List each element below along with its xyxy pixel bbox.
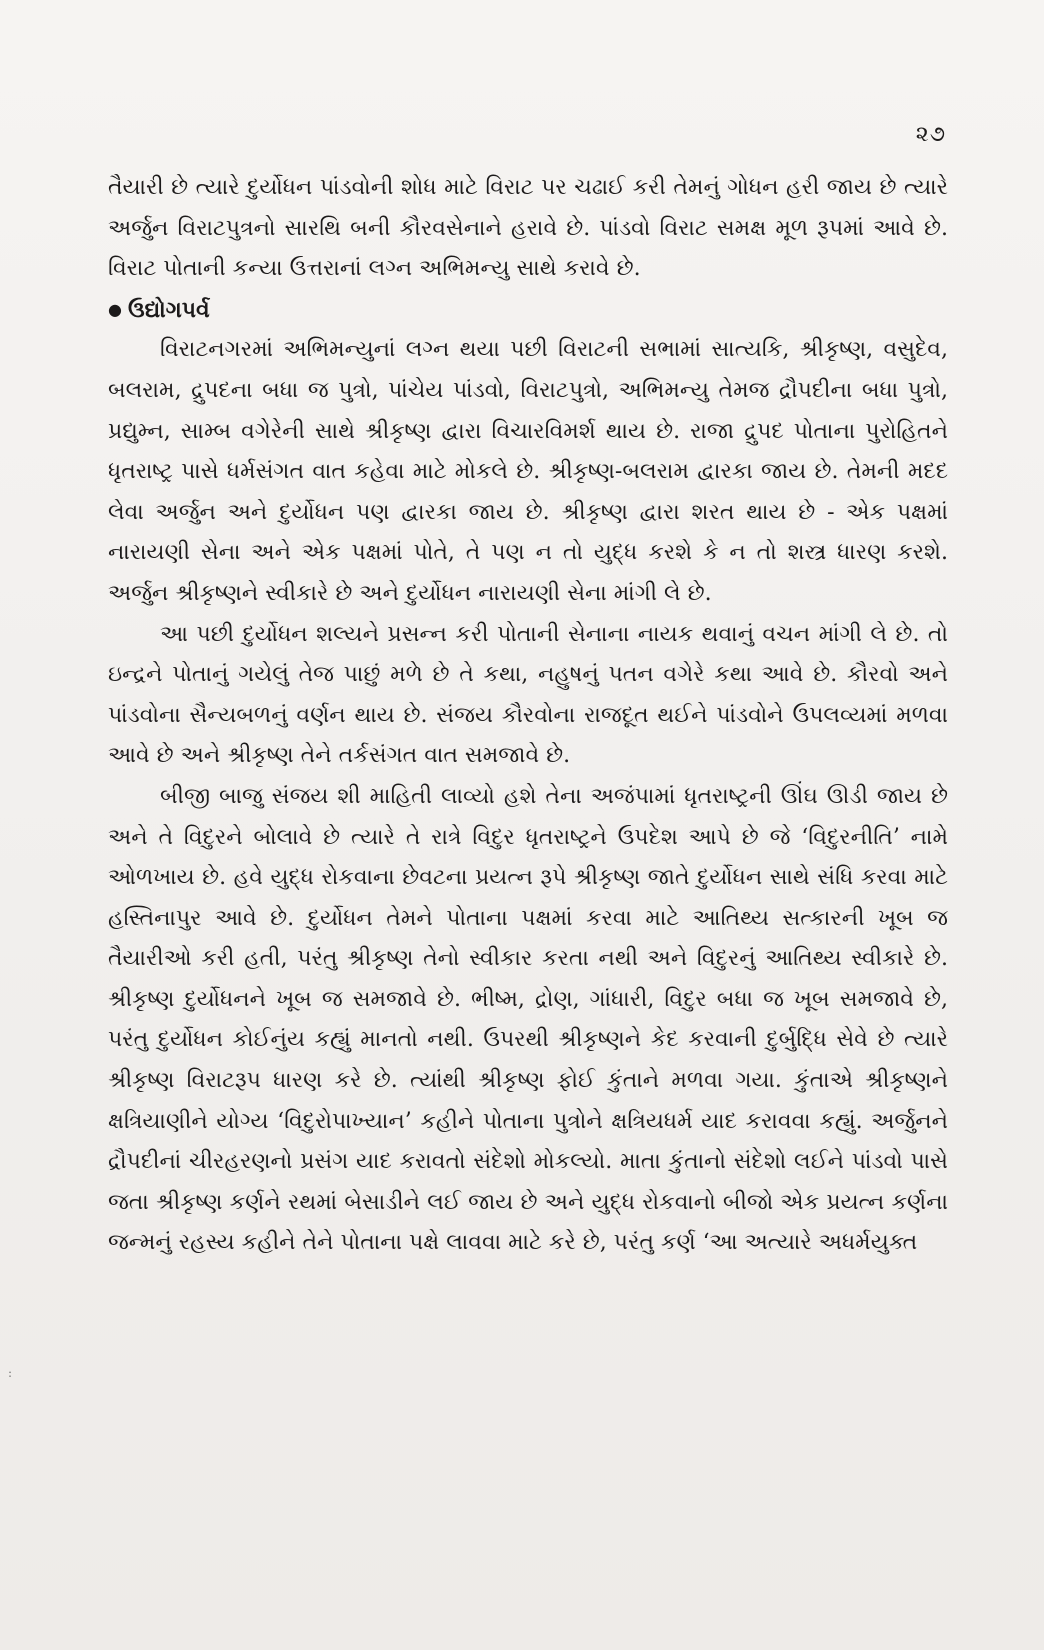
section-heading	[108, 290, 948, 331]
margin-mark: :	[8, 1366, 13, 1380]
bullet-icon: ●	[108, 300, 122, 320]
page-number: ૨૭	[915, 122, 946, 147]
paragraph-virat-conclusion: તૈયારી છે ત્યારે દુર્યોધન પાંડવોની શોધ માટે વિરાટ પર ચઢાઈ કરી તેમનું ગોધન હરી જાય છે ત્યારે અર્જુન વિરાટપુત્રનો સારથિ બની કૌરવસેનાને હરાવે છે. પાંડવો વિરાટ સમક્ષ મૂળ રૂપમાં આવે છે. વિરાટ પોતાની કન્યા ઉત્તરાનાં લગ્ન અભિમન્યુ સાથે કરાવે છે.	[108, 175, 948, 282]
paragraph-shalya: આ પછી દુર્યોધન શલ્યને પ્રસન્ન કરી પોતાની સેનાના નાયક થવાનું વચન માંગી લે છે. તો ઇન્દ્રને પોતાનું ગયેલું તેજ પાછું મળે છે તે કથા, નહુષનું પતન વગેરે કથા આવે છે. કૌરવો અને પાંડવોના સૈન્યબળનું વર્ણન થાય છે. સંજય કૌરવોના રાજદૂત થઈને પાંડવોને ઉપલવ્યમાં મળવા આવે છે અને શ્રીકૃષ્ણ તેને તર્કસંગત વાત સમજાવે છે.	[108, 621, 948, 769]
paragraph-vidur: બીજી બાજુ સંજય શી માહિતી લાવ્યો હશે તેના અજંપામાં ધૃતરાષ્ટ્રની ઊંઘ ઊડી જાય છે અને તે વિદુરને બોલાવે છે ત્યારે તે રાત્રે વિદુર ધૃતરાષ્ટ્રને ઉપદેશ આપે છે જે ‘વિદુરનીતિ’ નામે ઓળખાય છે. હવે યુદ્ધ રોકવાના છેવટના પ્રયત્ન રૂપે શ્રીકૃષ્ણ જાતે દુર્યોધન સાથે સંધિ કરવા માટે હસ્તિનાપુર આવે છે. દુર્યોધન તેમને પોતાના પક્ષમાં કરવા માટે આતિથ્ય સત્કારની ખૂબ જ તૈયારીઓ કરી હતી, પરંતુ શ્રીકૃષ્ણ તેનો સ્વીકાર કરતા નથી અને વિદુરનું આતિથ્ય સ્વીકારે છે. શ્રીકૃષ્ણ દુર્યોધનને ખૂબ જ સમજાવે છે. ભીષ્મ, દ્રોણ, ગાંધારી, વિદુર બધા જ ખૂબ સમજાવે છે, પરંતુ દુર્યોધન કોઈનુંય કહ્યું માનતો નથી. ઉપરથી શ્રીકૃષ્ણને કેદ કરવાની દુર્બુદ્ધિ સેવે છે ત્યારે શ્રીકૃષ્ણ વિરાટરૂપ ધારણ કરે છે. ત્યાંથી શ્રીકૃષ્ણ ફોઈ કુંતાને મળવા ગયા. કુંતાએ શ્રીકૃષ્ણને ક્ષત્રિયાણીને યોગ્ય ‘વિદુરોપાખ્યાન’ કહીને પોતાના પુત્રોને ક્ષત્રિયધર્મ યાદ કરાવવા કહ્યું. અર્જુનને દ્રૌપદીનાં ચીરહરણનો પ્રસંગ યાદ કરાવતો સંદેશો મોકલ્યો. માતા કુંતાનો સંદેશો લઈને પાંડવો પાસે જતા શ્રીકૃષ્ણ કર્ણને રથમાં બેસાડીને લઈ જાય છે અને યુદ્ધ રોકવાનો બીજો એક પ્રયત્ન કર્ણના જન્મનું રહસ્ય કહીને તેને પોતાના પક્ષે લાવવા માટે કરે છે, પરંતુ કર્ણ ‘આ અત્યારે અધર્મયુક્ત	[108, 783, 948, 1256]
paragraph-udyoga-intro: વિરાટનગરમાં અભિમન્યુનાં લગ્ન થયા પછી વિરાટની સભામાં સાત્યકિ, શ્રીકૃષ્ણ, વસુદેવ, બલરામ, દ્રુપદના બધા જ પુત્રો, પાંચેય પાંડવો, વિરાટપુત્રો, અભિમન્યુ તેમજ દ્રૌપદીના બધા પુત્રો, પ્રદ્યુમ્ન, સામ્બ વગેરેની સાથે શ્રીકૃષ્ણ દ્વારા વિચારવિમર્શ થાય છે. રાજા દ્રુપદ પોતાના પુરોહિતને ધૃતરાષ્ટ્ર પાસે ધર્મસંગત વાત કહેવા માટે મોકલે છે. શ્રીકૃષ્ણ-બલરામ દ્વારકા જાય છે. તેમની મદદ લેવા અર્જુન અને દુર્યોધન પણ દ્વારકા જાય છે. શ્રીકૃષ્ણ દ્વારા શરત થાય છે - એક પક્ષમાં નારાયણી સેના અને એક પક્ષમાં પોતે, તે પણ ન તો યુદ્ધ કરશે કે ન તો શસ્ત્ર ધારણ કરશે. અર્જુન શ્રીકૃષ્ણને સ્વીકારે છે અને દુર્યોધન નારાયણી સેના માંગી લે છે.	[108, 337, 948, 606]
section-heading-text: ઉદ્યોગપર્વ	[127, 296, 210, 323]
page-body	[108, 168, 948, 1264]
